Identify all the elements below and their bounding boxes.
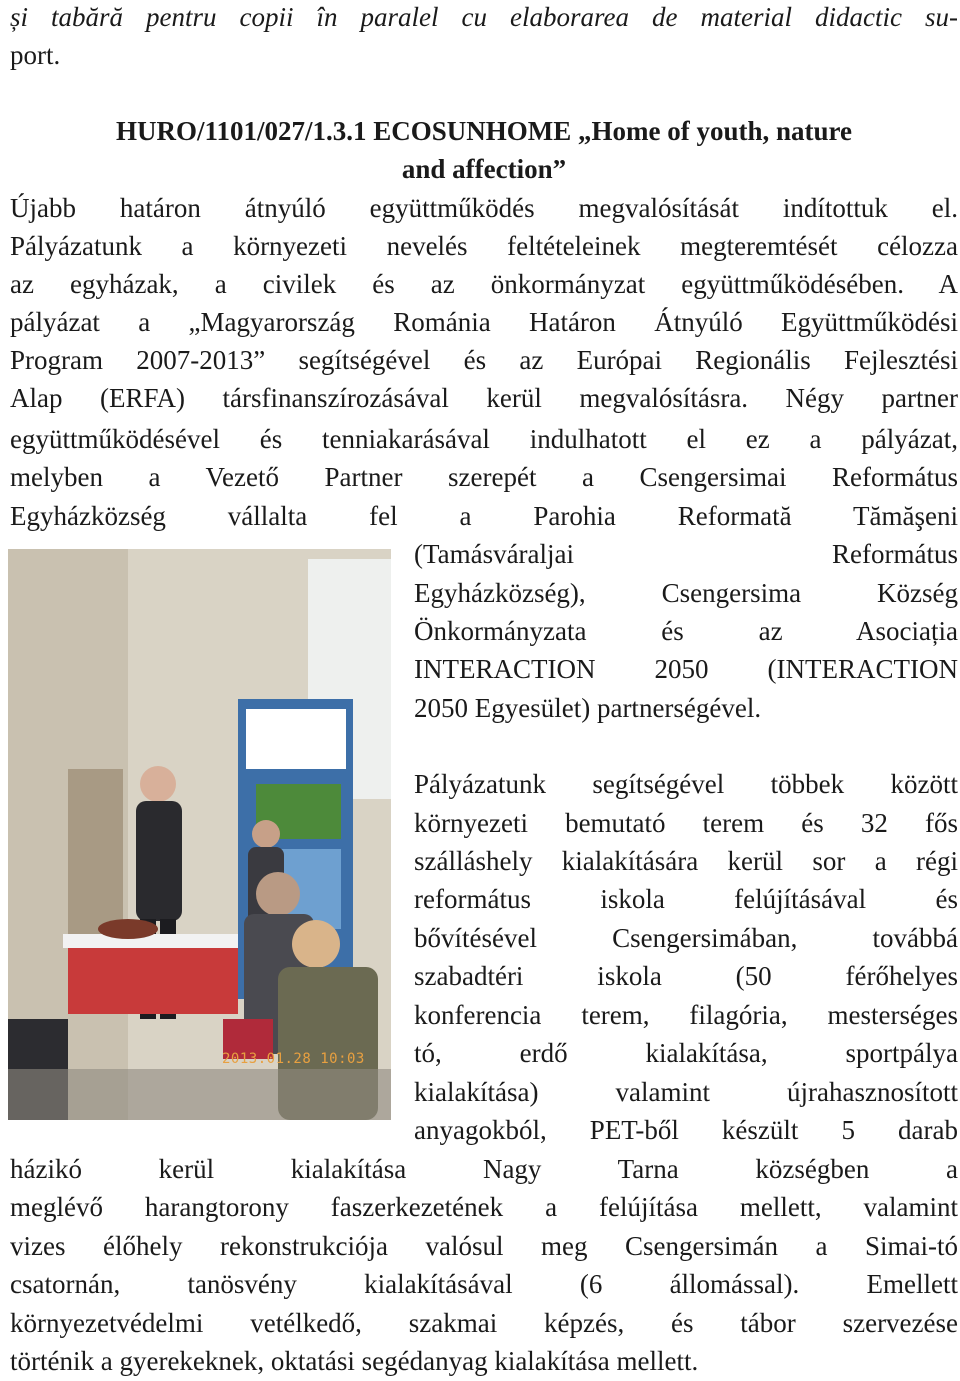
paragraph-line: anyagokból, PET-ből készült 5 darab [414,1115,958,1145]
paragraph-line: (Tamásváraljai Református [414,539,958,569]
paragraph-line: Program 2007-2013” segítségével és az Európai Regionális Fejlesztési [10,345,958,375]
project-heading-line-2: and affection” [401,154,567,184]
paragraph-line: kialakítása) valamint újrahasznosított [414,1077,958,1107]
paragraph-line: református iskola felújításával és [414,884,958,914]
paragraph-line: környezetvédelmi vetélkedő, szakmai képzés, és tábor szervezése [10,1308,958,1338]
paragraph-line: INTERACTION 2050 (INTERACTION [414,654,958,684]
paragraph-line: környezeti bemutató terem és 32 fős [414,808,958,838]
paragraph-line: konferencia terem, filagória, mesterséges [414,1000,958,1030]
paragraph-line: Egyházközség), Csengersima Község [414,578,958,608]
paragraph-line: az egyházak, a civilek és az önkormányzat együttműködésében. A [10,269,958,299]
paragraph-line: Egyházközség vállalta fel a Parohia Reformată Tămăşeni [10,501,958,531]
paragraph-line: bővítésével Csengersimában, továbbá [414,923,958,953]
paragraph-line: Önkormányzata és az Asociația [414,616,958,646]
paragraph-line: vizes élőhely rekonstrukciója valósul meg Csengersimán a Simai-tó [10,1231,958,1261]
paragraph-line: melyben a Vezető Partner szerepét a Csengersimai Református [10,462,958,492]
paragraph-line: csatornán, tanösvény kialakításával (6 állomással). Emellett [10,1269,958,1299]
event-photo-illustration [8,549,391,1120]
intro-line-1: și tabără pentru copii în paralel cu elaborarea de material didactic su- [10,2,958,32]
paragraph-line: Alap (ERFA) társfinanszírozásával kerül megvalósításra. Négy partner [10,383,958,413]
photo-timestamp: 2013.01.28 10:03 [222,1051,365,1067]
paragraph-line: meglévő harangtorony faszerkezetének a felújítása mellett, valamint [10,1192,958,1222]
paragraph-line: házikó kerül kialakítása Nagy Tarna községben a [10,1154,958,1184]
paragraph-line: tó, erdő kialakítása, sportpálya [414,1038,958,1068]
paragraph-line: Pályázatunk a környezeti nevelés feltételeinek megteremtését célozza [10,231,958,261]
paragraph-line: pályázat a „Magyarország Románia Határon Átnyúló Együttműködési [10,307,958,337]
paragraph-line: Pályázatunk segítségével többek között [414,769,958,799]
paragraph-line: szabadtéri iskola (50 férőhelyes [414,961,958,991]
paragraph-line: történik a gyerekeknek, oktatási segédanyag kialakítása mellett. [10,1346,699,1376]
event-photo [8,549,391,1120]
paragraph-line: Újabb határon átnyúló együttműködés megvalósítását indítottuk el. [10,193,958,223]
paragraph-line: együttműködésével és tenniakarásával indulhatott el ez a pályázat, [10,424,958,454]
intro-line-2: port. [10,40,61,70]
project-heading-line-1: HURO/1101/027/1.3.1 ECOSUNHOME „Home of youth, nature [115,116,853,146]
paragraph-line: szálláshely kialakítására kerül sor a régi [414,846,958,876]
paragraph-line: 2050 Egyesület) partnerségével. [414,693,762,723]
